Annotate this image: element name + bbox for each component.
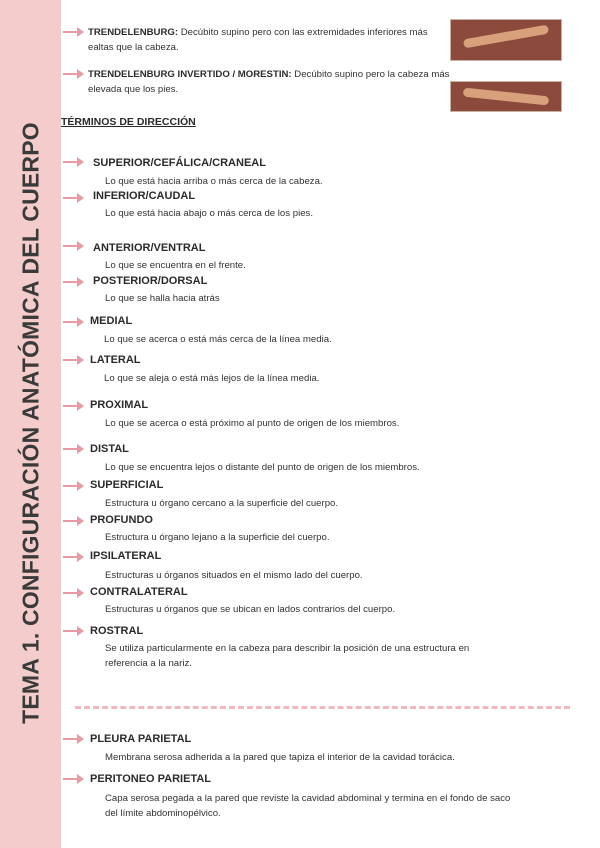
reverse-trendelenburg-term: TRENDELENBURG INVERTIDO / MORESTIN: xyxy=(88,69,292,80)
arrow-icon xyxy=(63,481,85,491)
desc-proximal: Lo que se acerca o está próximo al punto de origen de los miembros. xyxy=(105,418,400,429)
vertical-title: TEMA 1. CONFIGURACIÓN ANATÓMICA DEL CUERPO xyxy=(17,122,44,724)
arrow-icon xyxy=(63,774,85,784)
term-inferior: INFERIOR/CAUDAL xyxy=(93,190,196,202)
desc-rostral-line-2: referencia a la nariz. xyxy=(105,658,192,669)
sidebar-band xyxy=(0,0,61,848)
desc-contralateral: Estructuras u órganos que se ubican en lados contrarios del cuerpo. xyxy=(105,604,396,615)
desc-pleura-parietal: Membrana serosa adherida a la pared que tapiza el interior de la cavidad torácica. xyxy=(105,752,455,763)
desc-anterior: Lo que se encuentra en el frente. xyxy=(105,260,246,271)
term-pleura-parietal: PLEURA PARIETAL xyxy=(90,733,192,745)
desc-lateral: Lo que se aleja o está más lejos de la línea media. xyxy=(104,373,320,384)
trendelenburg-desc-1: Decúbito supino pero con las extremidades inferiores más xyxy=(180,27,428,38)
arrow-icon xyxy=(63,157,85,167)
desc-superior: Lo que está hacia arriba o más cerca de la cabeza. xyxy=(105,176,323,187)
arrow-icon xyxy=(63,317,85,327)
arrow-icon xyxy=(63,734,85,744)
desc-distal: Lo que se encuentra lejos o distante del punto de origen de los miembros. xyxy=(105,462,420,473)
desc-medial: Lo que se acerca o está más cerca de la línea media. xyxy=(104,334,332,345)
trendelenburg-photo xyxy=(450,19,562,61)
desc-peritoneo-parietal xyxy=(105,791,510,821)
reverse-trendelenburg-text xyxy=(88,67,449,97)
arrow-icon xyxy=(63,27,85,37)
term-contralateral: CONTRALATERAL xyxy=(90,586,188,598)
arrow-icon xyxy=(63,69,85,79)
desc-profundo: Estructura u órgano lejano a la superficie del cuerpo. xyxy=(105,532,330,543)
arrow-icon xyxy=(63,355,85,365)
patient-figure xyxy=(463,88,549,106)
term-profundo: PROFUNDO xyxy=(90,514,153,526)
arrow-icon xyxy=(63,552,85,562)
desc-peritoneo-line-2: del límite abdominopélvico. xyxy=(105,808,221,819)
arrow-icon xyxy=(63,241,85,251)
term-proximal: PROXIMAL xyxy=(90,399,149,411)
arrow-icon xyxy=(63,516,85,526)
trendelenburg-text xyxy=(88,25,428,55)
trendelenburg-term: TRENDELENBURG: xyxy=(88,27,179,38)
arrow-icon xyxy=(63,401,85,411)
desc-ipsilateral: Estructuras u órganos situados en el mismo lado del cuerpo. xyxy=(105,570,363,581)
reverse-trendelenburg-desc-1: Decúbito supino pero la cabeza más xyxy=(294,69,450,80)
arrow-icon xyxy=(63,444,85,454)
term-distal: DISTAL xyxy=(90,443,129,455)
desc-rostral-line-1: Se utiliza particularmente en la cabeza para describir la posición de una estructura en xyxy=(105,643,470,654)
arrow-icon xyxy=(63,588,85,598)
arrow-icon xyxy=(63,626,85,636)
arrow-icon xyxy=(63,193,85,203)
reverse-trendelenburg-photo xyxy=(450,81,562,112)
arrow-icon xyxy=(63,277,85,287)
term-anterior: ANTERIOR/VENTRAL xyxy=(93,242,206,254)
patient-figure xyxy=(463,25,549,49)
desc-posterior: Lo que se halla hacia atrás xyxy=(105,293,220,304)
desc-superficial: Estructura u órgano cercano a la superficie del cuerpo. xyxy=(105,498,339,509)
dashed-divider xyxy=(75,706,570,709)
term-medial: MEDIAL xyxy=(90,315,133,327)
term-peritoneo-parietal: PERITONEO PARIETAL xyxy=(90,773,212,785)
term-rostral: ROSTRAL xyxy=(90,625,144,637)
term-superior: SUPERIOR/CEFÁLICA/CRANEAL xyxy=(93,157,266,169)
desc-inferior: Lo que está hacia abajo o más cerca de los pies. xyxy=(105,208,313,219)
desc-rostral xyxy=(105,641,469,671)
trendelenburg-desc-2: ealtas que la cabeza. xyxy=(88,42,179,53)
reverse-trendelenburg-desc-2: elevada que los pies. xyxy=(88,84,179,95)
section-heading: TÉRMINOS DE DIRECCIÓN xyxy=(61,116,196,128)
desc-peritoneo-line-1: Capa serosa pegada a la pared que reviste la cavidad abdominal y termina en el fondo de saco xyxy=(105,793,511,804)
term-lateral: LATERAL xyxy=(90,354,141,366)
term-superficial: SUPERFICIAL xyxy=(90,479,164,491)
term-posterior: POSTERIOR/DORSAL xyxy=(93,275,208,287)
term-ipsilateral: IPSILATERAL xyxy=(90,550,162,562)
